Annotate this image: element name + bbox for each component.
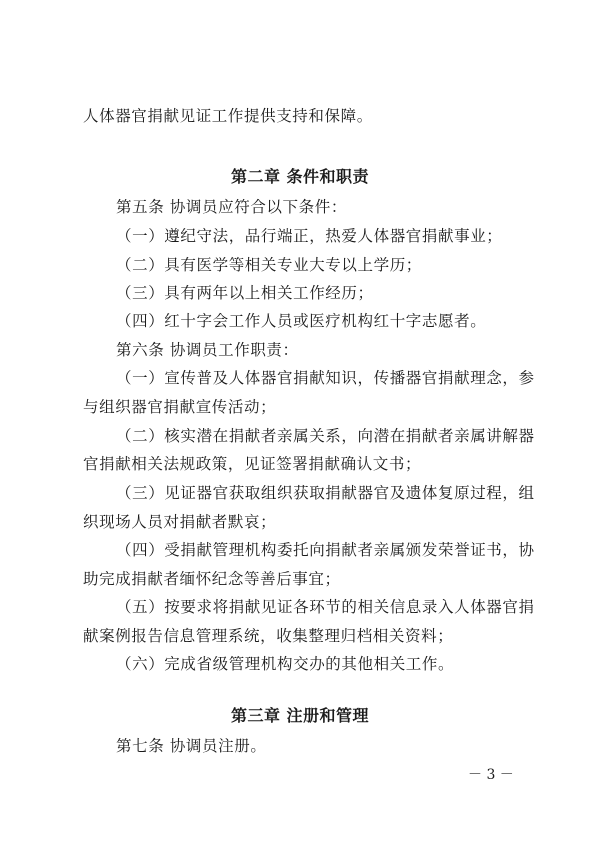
paragraph-line: （四）红十字会工作人员或医疗机构红十字志愿者。 [116,312,487,330]
paragraph-line: （一）宣传普及人体器官捐献知识，传播器官捐献理念，参 [116,369,535,387]
chapter-heading-2: 第二章 条件和职责 [230,167,370,186]
page-number: － 3 － [468,767,514,783]
paragraph-line: 官捐献相关法规政策，见证签署捐献确认文书； [83,455,422,473]
paragraph-line: 助完成捐献者缅怀纪念等善后事宜； [83,570,341,588]
chapter-heading-3: 第三章 注册和管理 [230,706,370,725]
paragraph-line: （一）遵纪守法，品行端正，热爱人体器官捐献事业； [116,227,503,245]
paragraph-line: （五）按要求将捐献见证各环节的相关信息录入人体器官捐 [116,598,535,616]
article-5-title: 第五条 协调员应符合以下条件： [116,198,347,216]
article-7-title: 第七条 协调员注册。 [116,737,267,755]
paragraph-line: 人体器官捐献见证工作提供支持和保障。 [83,107,373,125]
paragraph-line: （二）核实潜在捐献者亲属关系，向潜在捐献者亲属讲解器 [116,427,535,445]
paragraph-line: （二）具有医学等相关专业大专以上学历； [116,256,422,274]
paragraph-line: （六）完成省级管理机构交办的其他相关工作。 [116,655,455,673]
paragraph-line: （三）具有两年以上相关工作经历； [116,284,374,302]
paragraph-line: 织现场人员对捐献者默哀； [83,513,277,531]
article-6-title: 第六条 协调员工作职责： [116,341,299,359]
paragraph-line: （三）见证器官获取组织获取捐献器官及遗体复原过程，组 [116,484,535,502]
paragraph-line: 献案例报告信息管理系统，收集整理归档相关资料； [83,627,454,645]
paragraph-line: （四）受捐献管理机构委托向捐献者亲属颁发荣誉证书，协 [116,541,535,559]
paragraph-line: 与组织器官捐献宣传活动； [83,398,277,416]
